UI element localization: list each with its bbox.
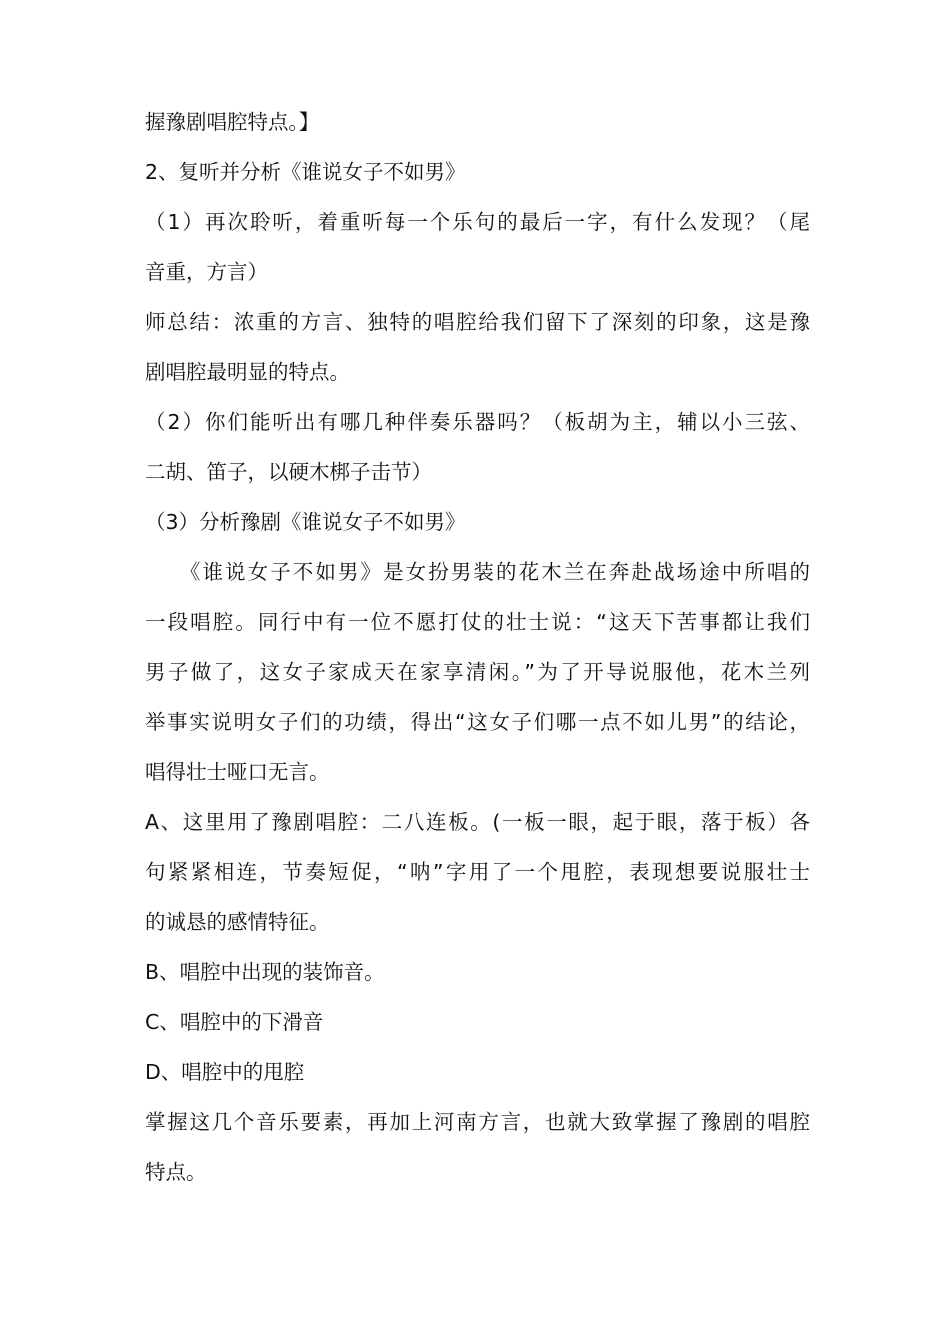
- text-line-15: A、这里用了豫剧唱腔：二八连板。(一板一眼，起于眼，落于板）各: [145, 810, 810, 834]
- text-line-13: 举事实说明女子们的功绩，得出“这女子们哪一点不如儿男”的结论，: [145, 710, 810, 734]
- document-body: [145, 97, 810, 1197]
- text-line-22: 特点。: [145, 1160, 207, 1184]
- text-line-2: 2、复听并分析《谁说女子不如男》: [145, 160, 466, 184]
- text-line-9: （3）分析豫剧《谁说女子不如男》: [145, 510, 466, 534]
- text-line-3: （1）再次聆听，着重听每一个乐句的最后一字，有什么发现？（尾: [145, 210, 810, 234]
- text-line-16: 句紧紧相连，节奏短促，“呐”字用了一个甩腔，表现想要说服壮士: [145, 860, 810, 884]
- text-line-10: 《谁说女子不如男》是女扮男装的花木兰在奔赴战场途中所唱的: [145, 560, 810, 584]
- text-line-18: B、唱腔中出现的装饰音。: [145, 960, 385, 984]
- text-line-14: 唱得壮士哑口无言。: [145, 760, 330, 784]
- text-line-6: 剧唱腔最明显的特点。: [145, 360, 350, 384]
- text-line-17: 的诚恳的感情特征。: [145, 910, 330, 934]
- text-line-11: 一段唱腔。同行中有一位不愿打仗的壮士说：“这天下苦事都让我们: [145, 610, 810, 634]
- text-line-8: 二胡、笛子，以硬木梆子击节）: [145, 460, 432, 484]
- text-line-19: C、唱腔中的下滑音: [145, 1010, 324, 1034]
- text-line-4: 音重，方言）: [145, 260, 268, 284]
- text-line-7: （2）你们能听出有哪几种伴奏乐器吗？（板胡为主，辅以小三弦、: [145, 410, 810, 434]
- text-line-5: 师总结：浓重的方言、独特的唱腔给我们留下了深刻的印象，这是豫: [145, 310, 810, 334]
- text-line-1: 握豫剧唱腔特点。】: [145, 110, 320, 134]
- text-line-12: 男子做了，这女子家成天在家享清闲。”为了开导说服他，花木兰列: [145, 660, 810, 684]
- text-line-21: 掌握这几个音乐要素，再加上河南方言，也就大致掌握了豫剧的唱腔: [145, 1110, 810, 1134]
- text-line-20: D、唱腔中的甩腔: [145, 1060, 305, 1084]
